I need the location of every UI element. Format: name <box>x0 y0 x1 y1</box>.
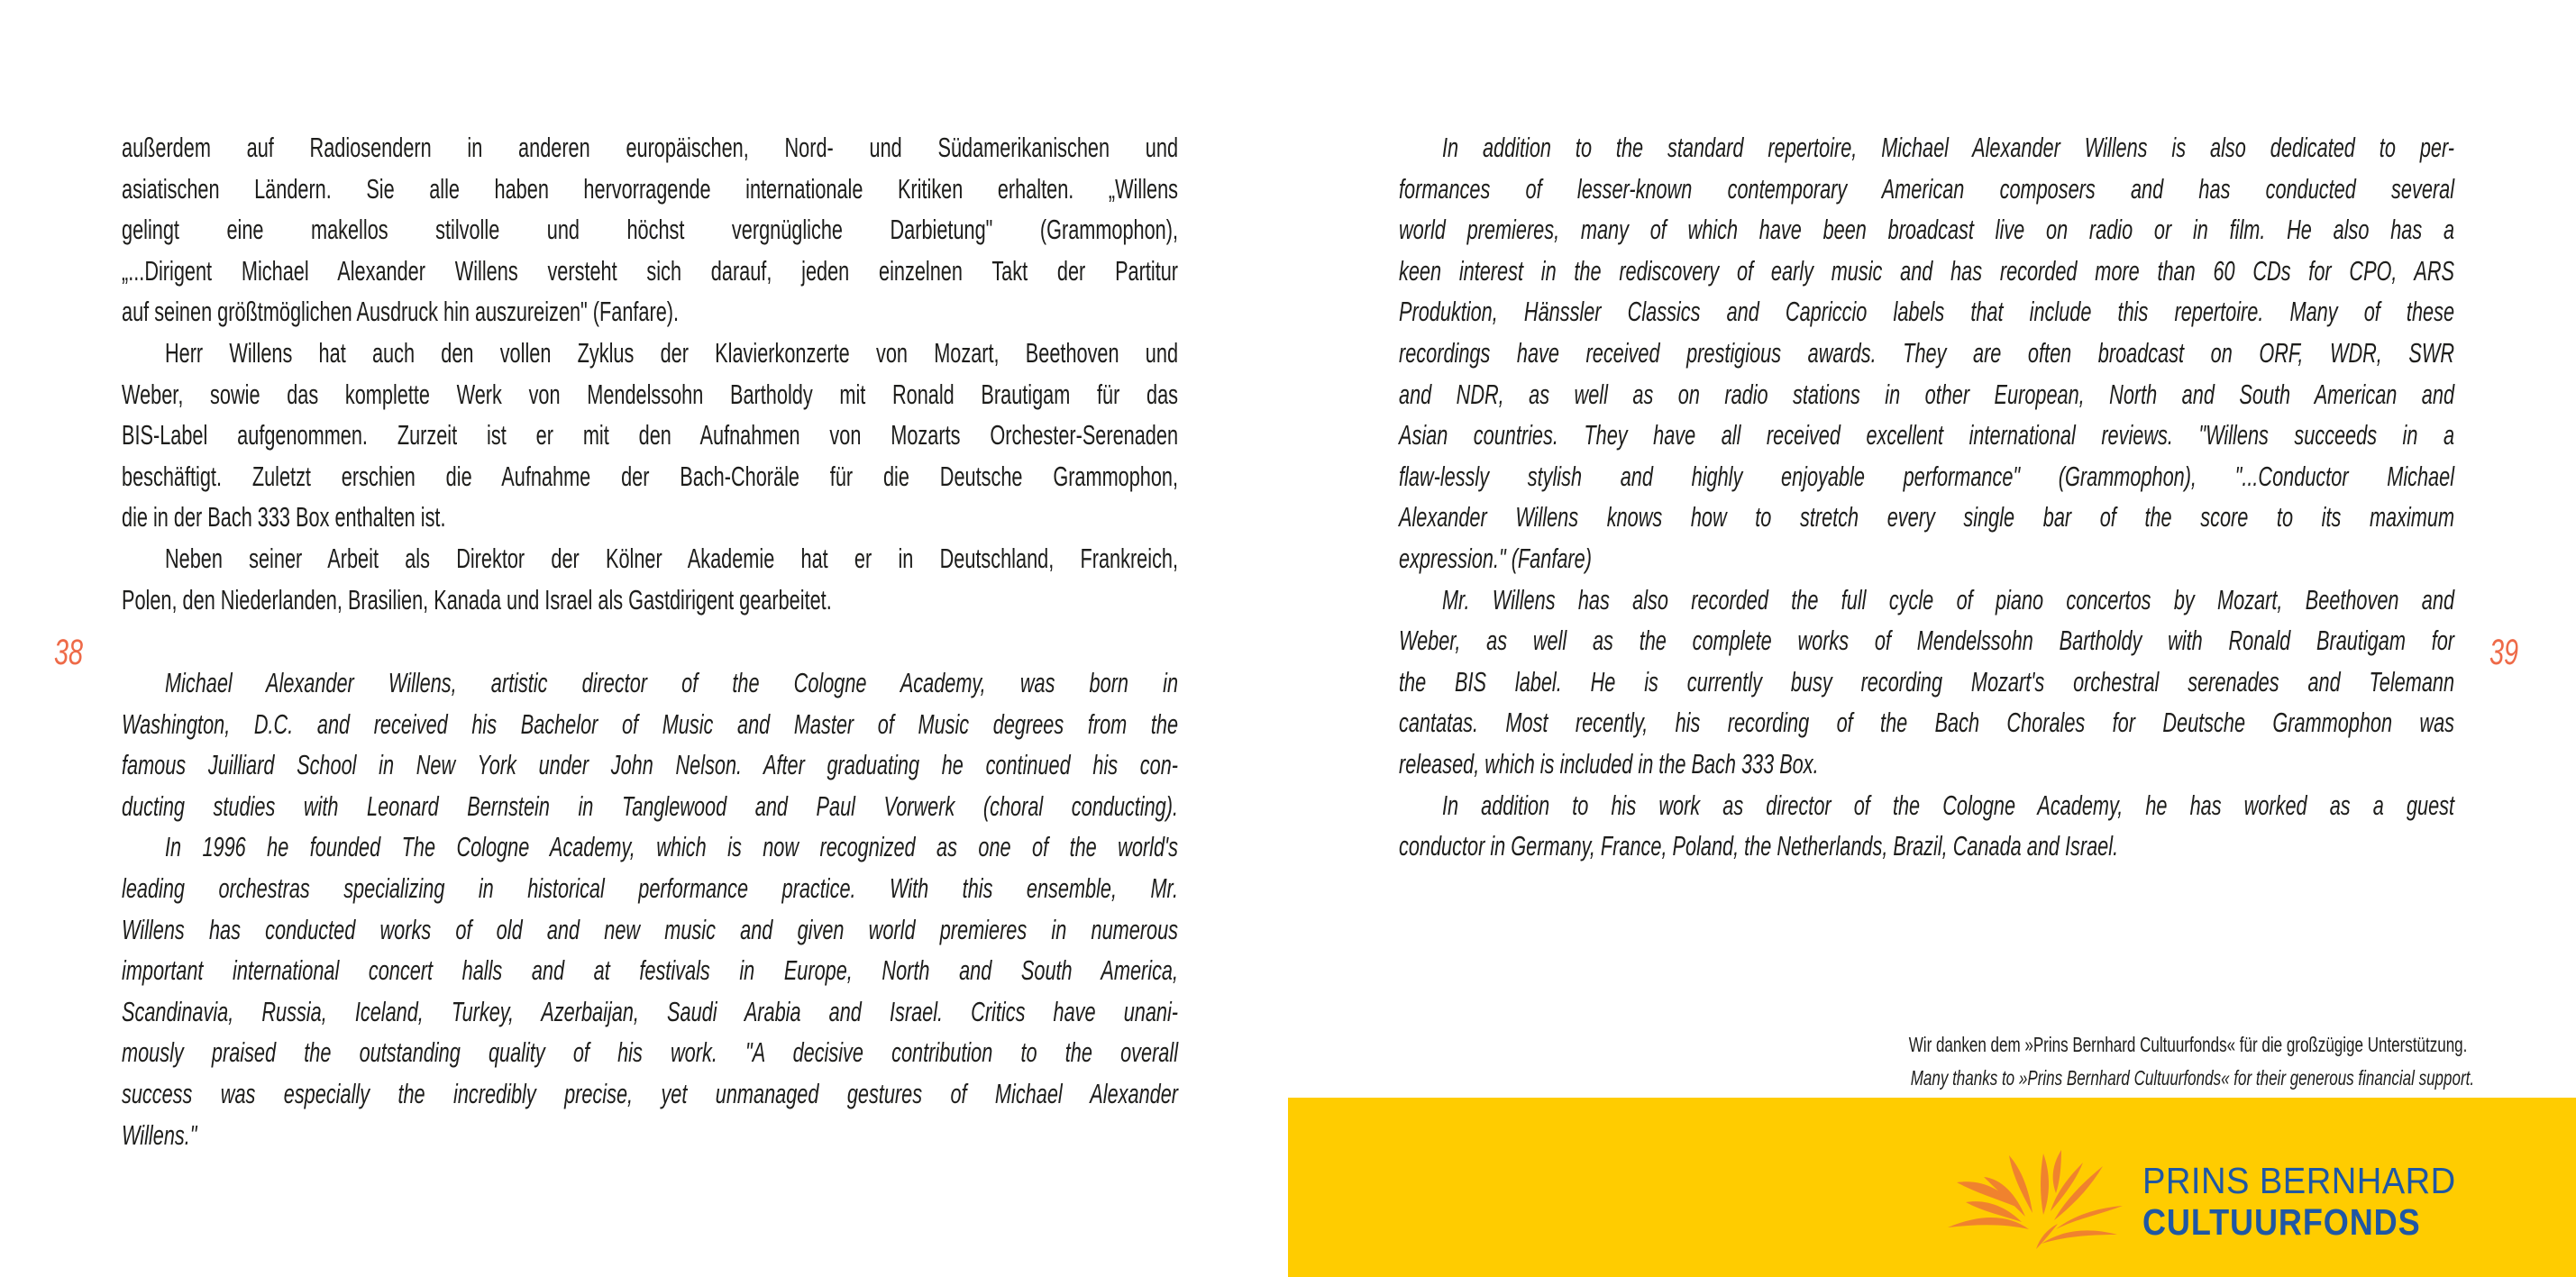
text-line <box>122 950 1178 991</box>
text-line <box>122 415 1178 456</box>
text-line <box>122 291 1178 333</box>
text-line <box>122 704 1178 745</box>
text-line-content: keen interest in the rediscovery of early music and has recorded more than 60 CDs for CPO, ARS <box>1399 254 2455 287</box>
text-line-content: world premieres, many of which have been broadcast live on radio or in film. He also has a <box>1399 214 2455 246</box>
text-line-content: formances of lesser-known contemporary American composers and has conducted several <box>1399 172 2455 205</box>
text-line <box>1399 291 2454 333</box>
text-line-content: Mr. Willens has also recorded the full cycle of piano concertos by Mozart, Beethoven and <box>1441 583 2455 616</box>
text-line <box>1399 743 2454 785</box>
text-line-content: In addition to the standard repertoire, Michael Alexander Willens is also dedicated to per- <box>1441 132 2455 163</box>
sponsor-credits <box>1713 1028 2475 1095</box>
text-line-content: expression." (Fanfare) <box>1399 542 1592 574</box>
text-line <box>1399 661 2454 703</box>
text-line <box>1399 785 2454 826</box>
text-line <box>122 1073 1178 1115</box>
sponsor-logo-wordmark <box>2142 1160 2480 1243</box>
text-line-content: asiatischen Ländern. Sie alle haben hervorragende internationale Kritiken erhalten. „Willens <box>122 172 1179 205</box>
text-line <box>122 662 1178 704</box>
text-line-content: Asian countries. They have all received excellent international reviews. "Willens succeeds in a <box>1399 419 2455 452</box>
text-line <box>1399 825 2454 867</box>
text-line-content: BIS-Label aufgenommen. Zurzeit ist er mit den Aufnahmen von Mozarts Orchester-Serenaden <box>122 419 1179 452</box>
text-line <box>122 1032 1178 1073</box>
text-line-content: Michael Alexander Willens, artistic director of the Cologne Academy, was born in <box>164 667 1179 698</box>
page-number-left: 38 <box>54 633 84 672</box>
text-line <box>1399 620 2454 661</box>
text-line-content: cantatas. Most recently, his recording of the Bach Chorales for Deutsche Grammophon was <box>1399 707 2455 739</box>
text-line <box>122 209 1178 251</box>
text-line-content: gelingt eine makellos stilvolle und höchst vergnügliche Darbietung" (Grammophon), <box>122 214 1179 246</box>
text-line <box>1399 579 2454 621</box>
text-line <box>122 251 1178 292</box>
text-line-content: and NDR, as well as on radio stations in other European, North and South American and <box>1399 378 2455 410</box>
text-line-content: released, which is included in the Bach 333 Box. <box>1399 747 1819 780</box>
text-line-content: Produktion, Hänssler Classics and Capriccio labels that include this repertoire. Many of these <box>1399 296 2455 328</box>
text-line <box>122 497 1178 538</box>
text-line-content: die in der Bach 333 Box enthalten ist. <box>122 501 446 534</box>
text-line <box>122 991 1178 1033</box>
text-line-content: important international concert halls and at festivals in Europe, North and South America, <box>122 954 1179 987</box>
text-line-content: recordings have received prestigious awards. They are often broadcast on ORF, WDR, SWR <box>1399 336 2455 369</box>
credit-line-german: Wir danken dem »Prins Bernhard Cultuurfonds« für die großzügige Unterstützung. <box>1908 1033 2468 1056</box>
text-line-content: success was especially the incredibly precise, yet unmanaged gestures of Michael Alexander <box>122 1077 1179 1109</box>
page-number-right: 39 <box>2489 633 2519 672</box>
text-line-content: flaw-lessly stylish and highly enjoyable performance" (Grammophon), "...Conductor Michael <box>1399 460 2455 492</box>
text-line-content: conductor in Germany, France, Poland, the Netherlands, Brazil, Canada and Israel. <box>1399 830 2119 862</box>
sponsor-band <box>1288 1098 2576 1277</box>
text-line <box>1399 702 2454 743</box>
text-line-content: auf seinen größtmöglichen Ausdruck hin auszureizen" (Fanfare). <box>122 296 680 328</box>
text-line <box>122 579 1178 621</box>
text-line <box>122 169 1178 210</box>
text-line-content: außerdem auf Radiosendern in anderen europäischen, Nord- und Südamerikanischen und <box>122 132 1179 163</box>
logo-line-cultuurfonds: CULTUURFONDS <box>2142 1201 2421 1243</box>
text-line <box>1399 333 2454 374</box>
text-line <box>122 744 1178 786</box>
credit-line-english: Many thanks to »Prins Bernhard Cultuurfonds« for their generous financial support. <box>1910 1066 2475 1090</box>
text-line-content: „...Dirigent Michael Alexander Willens versteht sich darauf, jeden einzelnen Takt der Partitur <box>122 254 1179 287</box>
text-line-content: Willens." <box>122 1118 197 1151</box>
text-line <box>122 1115 1178 1156</box>
text-line <box>122 456 1178 497</box>
german-text-column <box>122 127 1178 620</box>
text-line <box>1399 127 2454 169</box>
text-line-content: Weber, as well as the complete works of Mendelssohn Bartholdy with Ronald Brautigam for <box>1399 625 2455 657</box>
text-line-content: Scandinavia, Russia, Iceland, Turkey, Azerbaijan, Saudi Arabia and Israel. Critics have unani- <box>122 995 1179 1027</box>
text-line-content: Herr Willens hat auch den vollen Zyklus der Klavierkonzerte von Mozart, Beethoven und <box>164 336 1179 369</box>
text-line <box>122 826 1178 868</box>
english-text-column-right <box>1399 127 2454 867</box>
text-line <box>1399 251 2454 292</box>
text-line-content: In addition to his work as director of the Cologne Academy, he has worked as a guest <box>1441 789 2455 821</box>
english-bio-column <box>122 662 1178 1155</box>
text-line-content: leading orchestras specializing in historical performance practice. With this ensemble, Mr. <box>122 871 1179 904</box>
text-line <box>122 868 1178 909</box>
text-line <box>122 127 1178 169</box>
text-line <box>122 374 1178 415</box>
text-line-content: Neben seiner Arbeit als Direktor der Kölner Akademie hat er in Deutschland, Frankreich, <box>164 542 1179 574</box>
text-line-content: beschäftigt. Zuletzt erschien die Aufnahme der Bach-Choräle für die Deutsche Grammophon, <box>122 460 1179 492</box>
text-line <box>122 909 1178 951</box>
text-line-content: Weber, sowie das komplette Werk von Mendelssohn Bartholdy mit Ronald Brautigam für das <box>122 378 1179 410</box>
text-line <box>1399 415 2454 456</box>
text-line <box>1399 209 2454 251</box>
text-line <box>1399 374 2454 415</box>
text-line <box>1399 497 2454 538</box>
text-line-content: the BIS label. He is currently busy recording Mozart's orchestral serenades and Telemann <box>1399 665 2455 698</box>
text-line <box>122 538 1178 579</box>
text-line <box>122 786 1178 827</box>
text-line <box>1399 169 2454 210</box>
text-line-content: Washington, D.C. and received his Bachelor of Music and Master of Music degrees from the <box>122 707 1179 740</box>
text-line-content: Alexander Willens knows how to stretch every single bar of the score to its maximum <box>1399 501 2455 534</box>
text-line <box>1399 538 2454 579</box>
flame-leaves-icon <box>1946 1143 2126 1249</box>
text-line-content: Willens has conducted works of old and new music and given world premieres in numerous <box>122 913 1179 945</box>
text-line-content: Polen, den Niederlanden, Brasilien, Kanada und Israel als Gastdirigent gearbeitet. <box>122 583 832 616</box>
text-line-content: mously praised the outstanding quality of his work. "A decisive contribution to the overall <box>122 1036 1179 1069</box>
text-line-content: famous Juilliard School in New York under John Nelson. After graduating he continued his con- <box>122 749 1179 781</box>
text-line-content: ducting studies with Leonard Bernstein in Tanglewood and Paul Vorwerk (choral conducting). <box>122 789 1179 822</box>
text-line <box>1399 456 2454 497</box>
text-line <box>122 333 1178 374</box>
logo-line-prins-bernhard: PRINS BERNHARD <box>2142 1160 2456 1201</box>
text-line-content: In 1996 he founded The Cologne Academy, which is now recognized as one of the world's <box>164 831 1179 863</box>
